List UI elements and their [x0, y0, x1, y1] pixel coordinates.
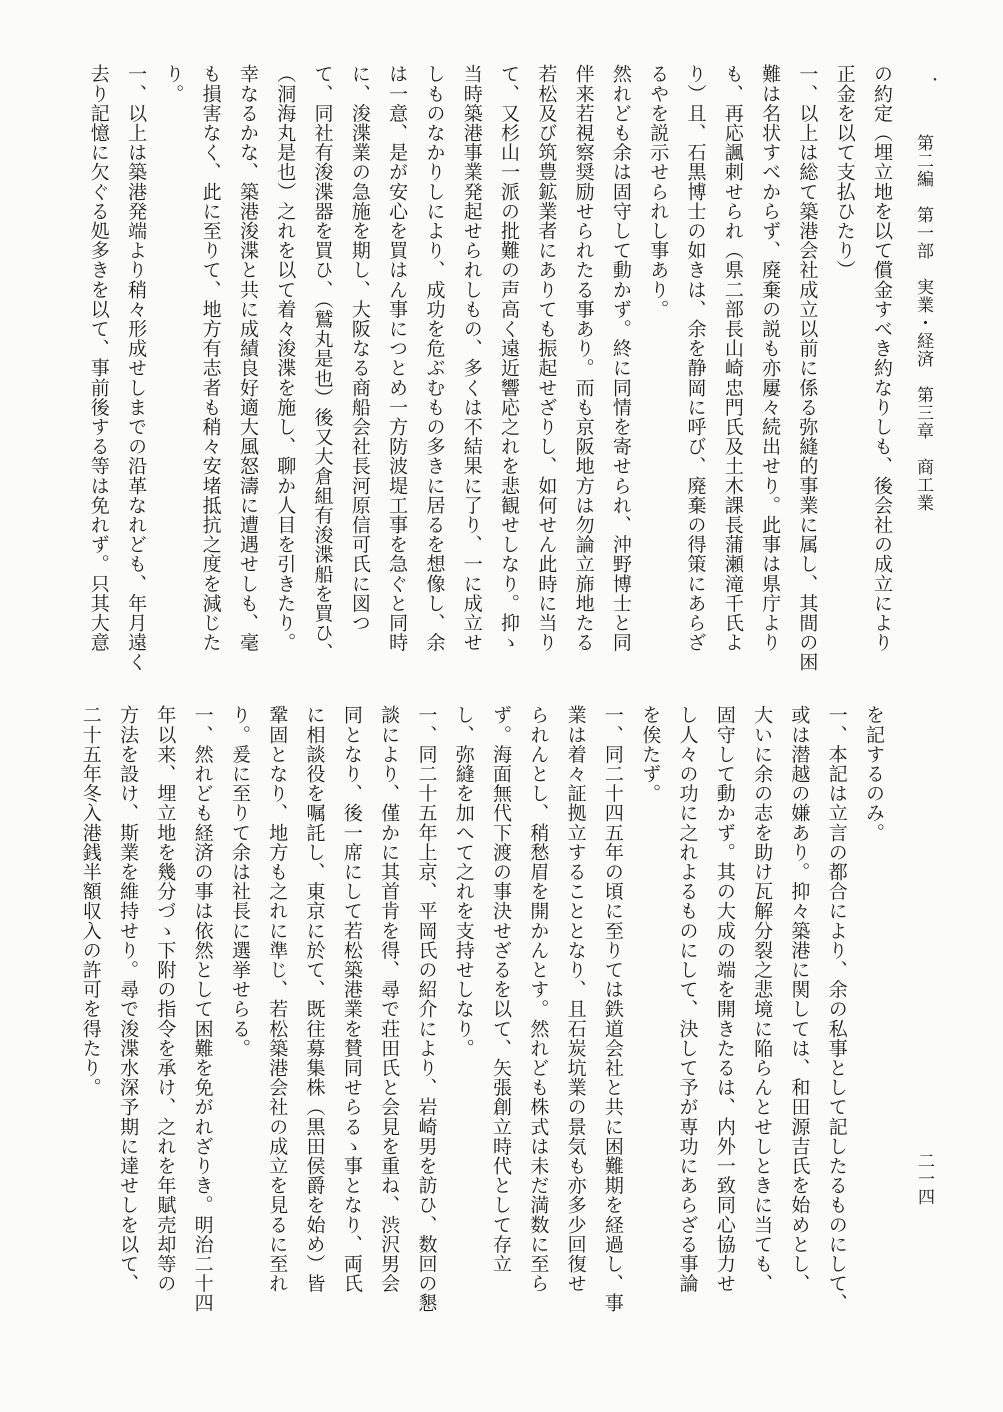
text-line: 業は着々証拠立することとなり、且石炭坑業の景気も亦多少回復せ — [564, 705, 587, 1293]
text-line: るやを説示せられし事あり。 — [647, 64, 670, 319]
text-line: 難は名状すべからず、廃棄の説も亦屢々続出せり。此事は県庁より — [759, 64, 782, 652]
text-line: 固守して動かず。其の大成の端を開きたるは、内外一致同心協力せ — [713, 705, 736, 1293]
text-line: を俟たず。 — [639, 705, 662, 803]
text-line: 然れども余は固守して動かず。終に同情を寄せられ、沖野博士と同 — [609, 64, 632, 652]
text-line: り。 — [162, 64, 185, 104]
page-number: 二一四 — [914, 1152, 934, 1206]
text-line: 鞏固となり、地方も之れに準じ、若松築港会社の成立を見るに至れ — [266, 705, 289, 1293]
text-line: て、同社有浚渫器を買ひ、（鷲丸是也）後又大倉組有浚渫船を買ひ、 — [311, 64, 334, 663]
text-line: 一、以上は築港発端より稍々形成せしまでの沿革なれども、年月遠く — [125, 64, 148, 672]
text-line: 談により、僅かに其首肯を得、尋で荘田氏と会見を重ね、渋沢男会 — [378, 705, 401, 1293]
upper-text-block — [87, 64, 900, 678]
text-line: は一意、是が安心を買はん事につとめ一方防波堤工事を急ぐと同時 — [386, 64, 409, 652]
text-line: し人々の功に之れよるものにして、決して予が専功にあらざる事論 — [676, 705, 699, 1293]
text-line: 若松及び筑豊鉱業者にありても振起せざりし、如何せん此時に当り — [535, 64, 558, 652]
text-line: 二十五年冬入港銭半額収入の許可を得たり。 — [79, 705, 102, 1097]
text-line: て、又杉山一派の批難の声高く遠近響応之れを悲観せしなり。抑ゝ — [498, 64, 521, 652]
text-line: 同となり、後一席にして若松築港業を賛同せらるゝ事となり、両氏 — [340, 705, 363, 1293]
text-line: 伴来若視察奨励せられたる事あり。而も京阪地方は勿論立旆地たる — [572, 64, 595, 652]
text-line: に、浚渫業の急施を期し、大阪なる商船会社長河原信可氏に図つ — [348, 64, 371, 633]
text-line: 一、本記は立言の都合により、余の私事として記したるものにして、 — [825, 705, 848, 1313]
text-line: 幸なるかな、築港浚渫と共に成績良好適大風怒濤に遭遇せしも、毫 — [236, 64, 259, 652]
text-line: 一、同二十五年上京、平岡氏の紹介により、岩崎男を訪ひ、数回の懇 — [415, 705, 438, 1313]
text-line: り）且、石黒博士の如きは、余を静岡に呼び、廃棄の得策にあらざ — [684, 64, 707, 652]
text-line: （洞海丸是也）之れを以て着々浚渫を施し、聊か人目を引きたり。 — [274, 64, 297, 652]
text-line: 一、然れども経済の事は依然として困難を免がれざりき。明治二十四 — [191, 705, 214, 1313]
text-line: 大いに余の志を助け瓦解分裂之悲境に陥らんとせしときに当ても、 — [751, 705, 774, 1293]
text-line: 当時築港事業発起せられしもの、多くは不結果に了り、一に成立せ — [460, 64, 483, 652]
text-line: 正金を以て支払ひたり） — [833, 64, 856, 280]
text-line: も損害なく、此に至りて、地方有志者も稍々安堵抵抗之度を減じた — [199, 64, 222, 652]
text-line: 年以来、埋立地を幾分づゝ下附の指令を承け、之れを年賦売却等の — [154, 705, 177, 1293]
text-line: られんとし、稍愁眉を開かんとす。然れども株式は未だ満数に至ら — [527, 705, 550, 1293]
text-line: 或は潜越の嫌あり。抑々築港に関しては、和田源吉氏を始めとし、 — [788, 705, 811, 1293]
text-line: り。爰に至りて余は社長に選挙せらる。 — [228, 705, 251, 1058]
text-line: も、再応諷刺せられ（県二部長山崎忠門氏及土木課長蒲瀬滝千氏よ — [721, 64, 744, 652]
text-line: 去り記憶に欠ぐる処多きを以て、事前後する等は免れず。只其大意 — [87, 64, 110, 652]
corner-mark: ・ — [928, 73, 942, 89]
text-line: の約定（埋立地を以て償金すべき約なりしも、後会社の成立により — [871, 64, 893, 652]
text-line: し、弥縫を加へて之れを支持せしなり。 — [452, 705, 475, 1058]
lower-text-block — [72, 705, 892, 1313]
text-line: ず。海面無代下渡の事決せざるを以て、矢張創立時代として存立 — [490, 705, 513, 1274]
text-line: 一、同二十四五年の頃に至りては鉄道会社と共に困難期を経過し、事 — [601, 705, 624, 1313]
text-line: しものなかりしにより、成功を危ぶむもの多きに居るを想像し、余 — [423, 64, 446, 652]
text-line: 一、以上は総て築港会社成立以前に係る弥縫的事業に属し、其間の困 — [796, 64, 819, 672]
text-line: を記するのみ。 — [863, 705, 885, 843]
running-header: 第二編 第一部 実業・経済 第三章 商工業 — [913, 134, 933, 512]
text-line: に相談役を嘱託し、東京に於て、既往募集株（黒田侯爵を始め）皆 — [303, 705, 326, 1293]
text-line: 方法を設け、斯業を維持せり。尋で浚渫水深予期に達せしを以て、 — [117, 705, 140, 1293]
